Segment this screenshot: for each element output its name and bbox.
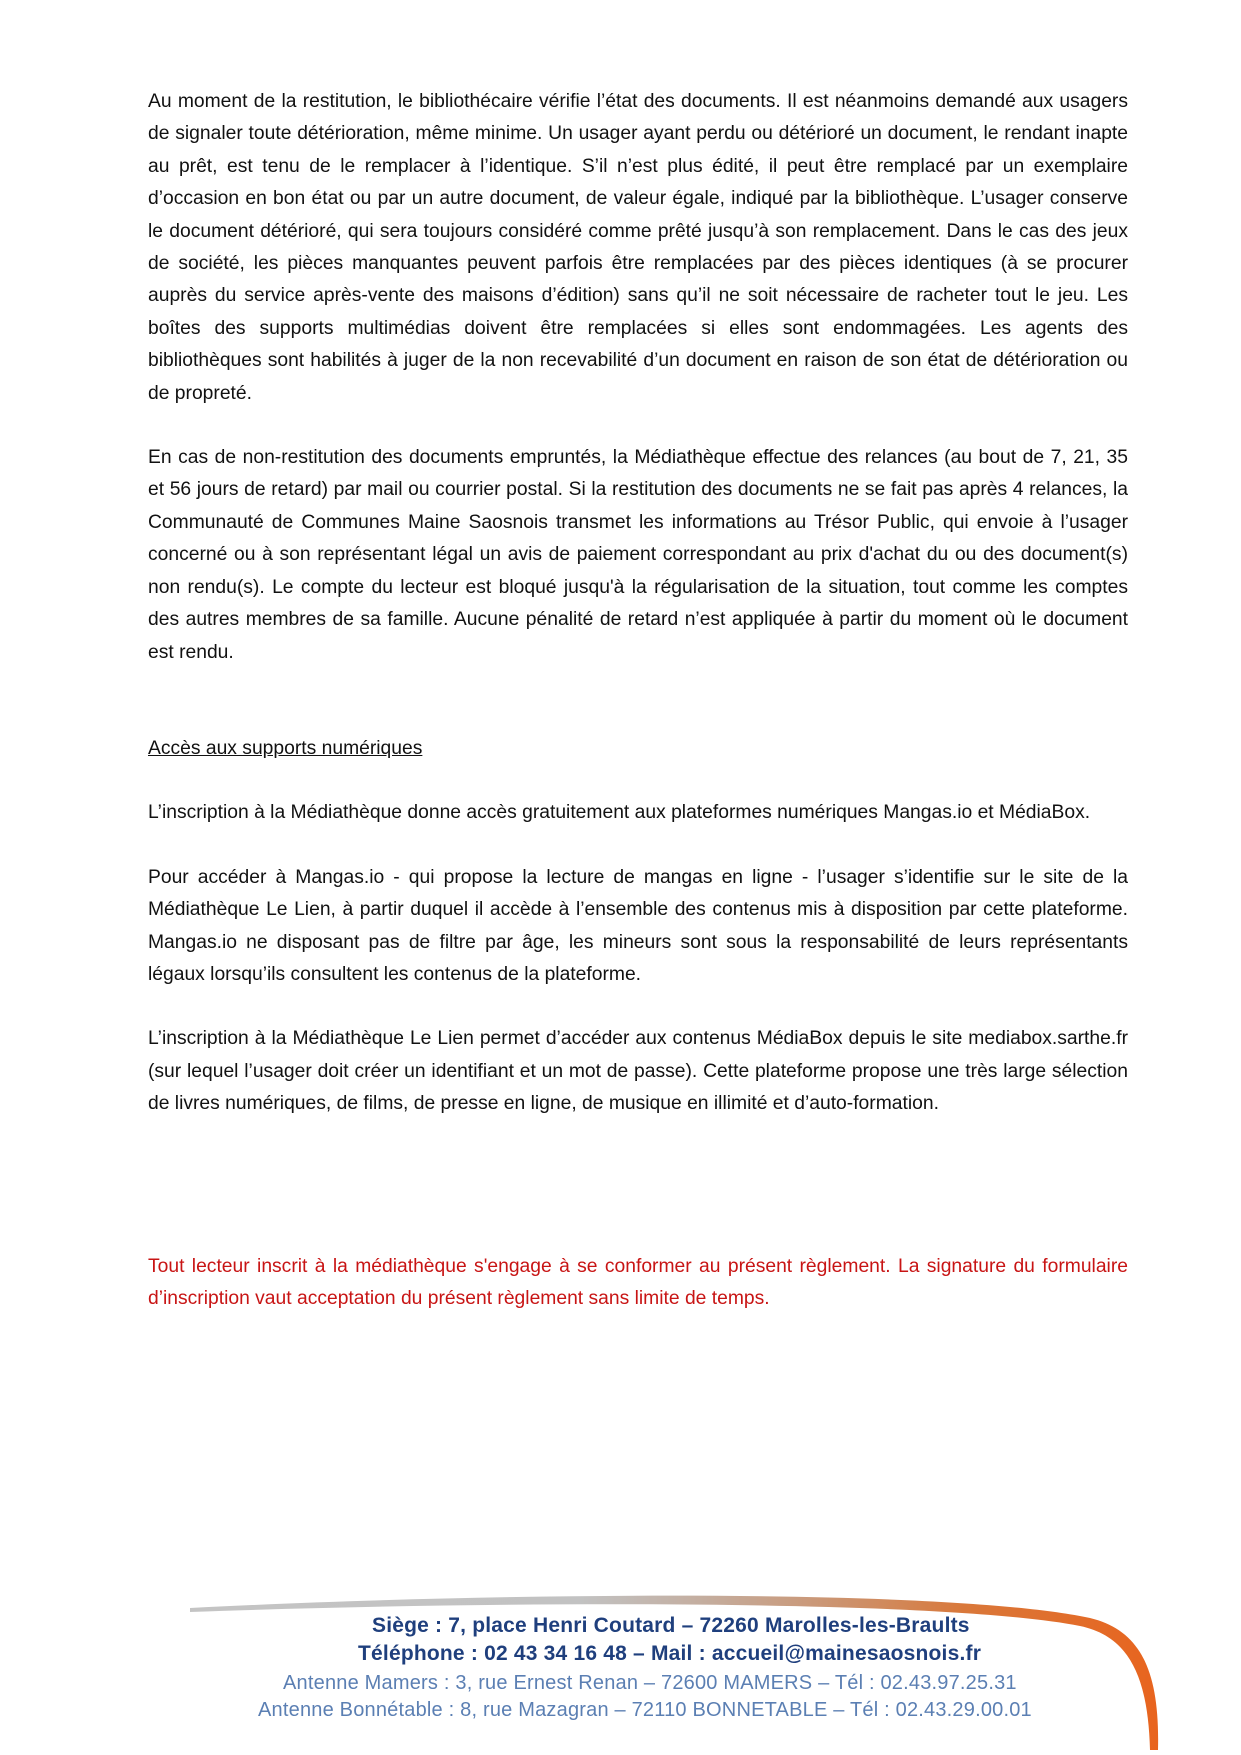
paragraph-restitution: Au moment de la restitution, le bibliothécaire vérifie l’état des documents. Il est néanmoins demandé aux usagers de signaler toute détérioration, même minime. Un usager ayant perdu ou détérioré un document, le rendant inapte au prêt, est tenu de le remplacer à l’identique. S’il n’est plus édité, il peut être remplacé par un exemplaire d’occasion en bon état ou par un autre document, de valeur égale, indiqué par la bibliothèque. L’usager conserve le document détérioré, qui sera toujours considéré comme prêté jusqu’à son remplacement. Dans le cas des jeux de société, les pièces manquantes peuvent parfois être remplacées par des pièces identiques (à se procurer auprès du service après-vente des maisons d’édition) sans qu’il ne soit nécessaire de racheter tout le jeu. Les boîtes des supports multimédias doivent être remplacées si elles sont endommagées. Les agents des bibliothèques sont habilités à juger de la non recevabilité d’un document en raison de son état de détérioration ou de propreté. <box>148 91 1128 404</box>
letterhead-footer <box>0 1590 1241 1755</box>
paragraph-mediabox: L’inscription à la Médiathèque Le Lien permet d’accéder aux contenus MédiaBox depuis le site mediabox.sarthe.fr (sur lequel l’usager doit créer un identifiant et un mot de passe). Cette plateforme propose une très large sélection de livres numériques, de films, de presse en ligne, de musique en illimité et d’auto-formation. <box>148 1028 1128 1115</box>
footer-antenne-mamers: Antenne Mamers : 3, rue Ernest Renan – 72600 MAMERS – Tél : 02.43.97.25.31 <box>283 1672 1017 1694</box>
footer-contact: Téléphone : 02 43 34 16 48 – Mail : accueil@mainesaosnois.fr <box>358 1642 982 1665</box>
paragraph-digital-access: L’inscription à la Médiathèque donne accès gratuitement aux plateformes numériques Mangas.io et MédiaBox. <box>148 802 1091 824</box>
document-body <box>148 86 1128 1315</box>
paragraph-mangas-io: Pour accéder à Mangas.io - qui propose la lecture de mangas en ligne - l’usager s’identifie sur le site de la Médiathèque Le Lien, à partir duquel il accède à l’ensemble des contenus mis à disposition par cette plateforme. Mangas.io ne disposant pas de filtre par âge, les mineurs sont sous la responsabilité de leurs représentants légaux lorsqu’ils consultent les contenus de la plateforme. <box>148 866 1128 985</box>
section-heading-digital: Accès aux supports numériques <box>148 737 423 759</box>
footer-siege: Siège : 7, place Henri Coutard – 72260 Marolles-les-Braults <box>372 1614 970 1637</box>
notice-acceptance: Tout lecteur inscrit à la médiathèque s'engage à se conformer au présent règlement. La signature du formulaire d’inscription vaut acceptation du présent règlement sans limite de temps. <box>148 1255 1128 1309</box>
paragraph-non-restitution: En cas de non-restitution des documents empruntés, la Médiathèque effectue des relances (au bout de 7, 21, 35 et 56 jours de retard) par mail ou courrier postal. Si la restitution des documents ne se fait pas après 4 relances, la Communauté de Communes Maine Saosnois transmet les informations au Trésor Public, qui envoie à l’usager concerné ou à son représentant légal un avis de paiement correspondant au prix d'achat du ou des document(s) non rendu(s). Le compte du lecteur est bloqué jusqu'à la régularisation de la situation, tout comme les comptes des autres membres de sa famille. Aucune pénalité de retard n’est appliquée à partir du moment où le document est rendu. <box>148 447 1128 663</box>
footer-antenne-bonnetable: Antenne Bonnétable : 8, rue Mazagran – 72110 BONNETABLE – Tél : 02.43.29.00.01 <box>258 1699 1032 1721</box>
